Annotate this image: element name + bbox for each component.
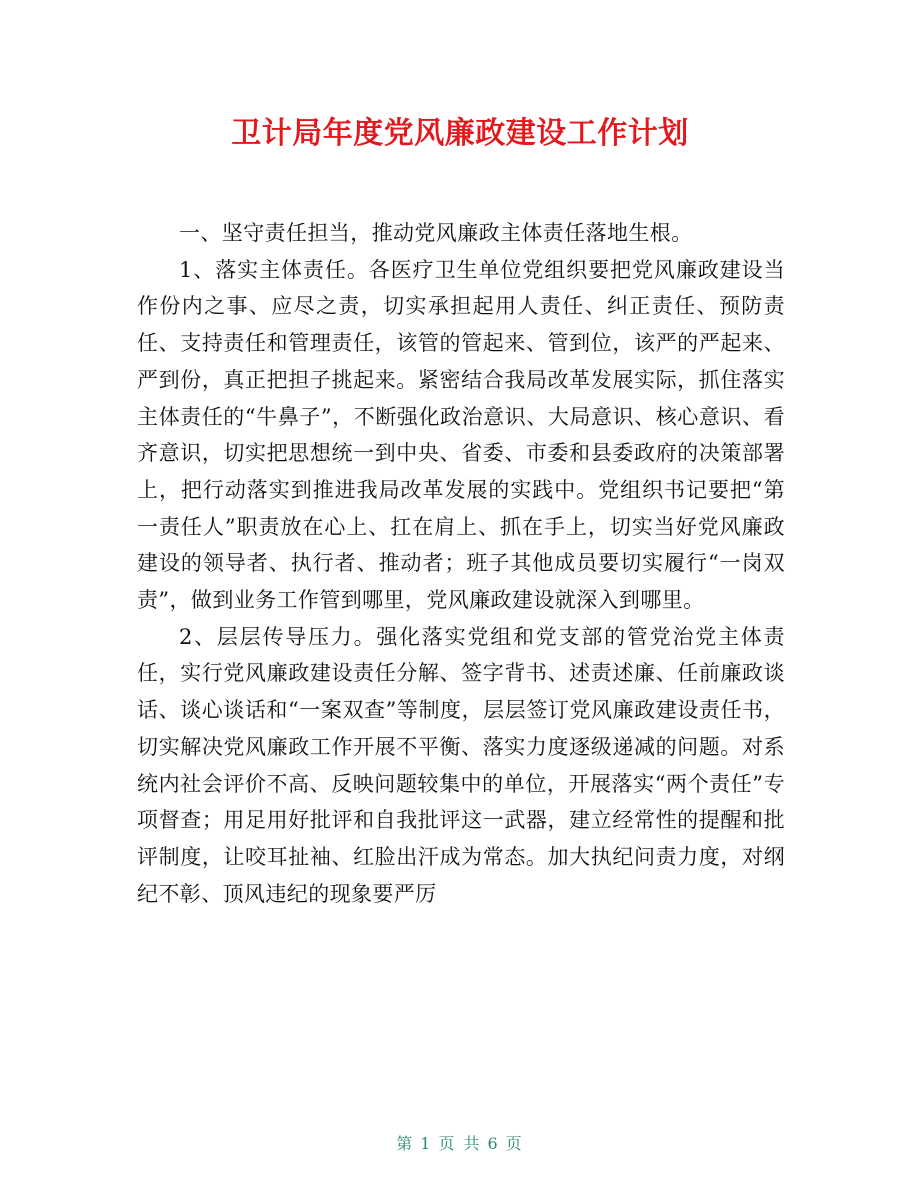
document-title: 卫计局年度党风廉政建设工作计划 xyxy=(231,116,689,151)
body-paragraph: 1、落实主体责任。各医疗卫生单位党组织要把党风廉政建设当作份内之事、应尽之责，切实承担起用人责任、纠正责任、预防责任、支持责任和管理责任，该管的管起来、管到位，该严的严起来、严到份，真正把担子挑起来。紧密结合我局改革发展实际，抓住落实主体责任的“牛鼻子”，不断强化政治意识、大局意识、核心意识、看齐意识，切实把思想统一到中央、省委、市委和县委政府的决策部署上，把行动落实到推进我局改革发展的实践中。党组织书记要把“第一责任人”职责放在心上、扛在肩上、抓在手上，切实当好党风廉政建设的领导者、执行者、推动者；班子其他成员要切实履行“一岗双责”，做到业务工作管到哪里，党风廉政建设就深入到哪里。 xyxy=(137,257,785,613)
current-page-number: 1 xyxy=(420,1134,433,1153)
document-body xyxy=(137,215,785,912)
section-heading-paragraph: 一、坚守责任担当，推动党风廉政主体责任落地生根。 xyxy=(179,221,693,245)
body-paragraph: 2、层层传导压力。强化落实党组和党支部的管党治党主体责任，实行党风廉政建设责任分解、签字背书、述责述廉、任前廉政谈话、谈心谈话和“一案双查”等制度，层层签订党风廉政建设责任书，切实解决党风廉政工作开展不平衡、落实力度逐级递减的问题。对系统内社会评价不高、反映问题较集中的单位，开展落实“两个责任”专项督查；用足用好批评和自我批评这一武器，建立经常性的提醒和批评制度，让咬耳扯袖、红脸出汗成为常态。加大执纪问责力度，对纲纪不彰、顶风违纪的现象要严厉 xyxy=(137,624,785,906)
page-number-footer xyxy=(0,1132,920,1156)
page-label-prefix: 第 xyxy=(396,1134,415,1153)
total-pages-number: 6 xyxy=(487,1134,500,1153)
page-label-suffix: 页 xyxy=(505,1134,524,1153)
page-label-mid: 页 共 xyxy=(438,1134,482,1153)
